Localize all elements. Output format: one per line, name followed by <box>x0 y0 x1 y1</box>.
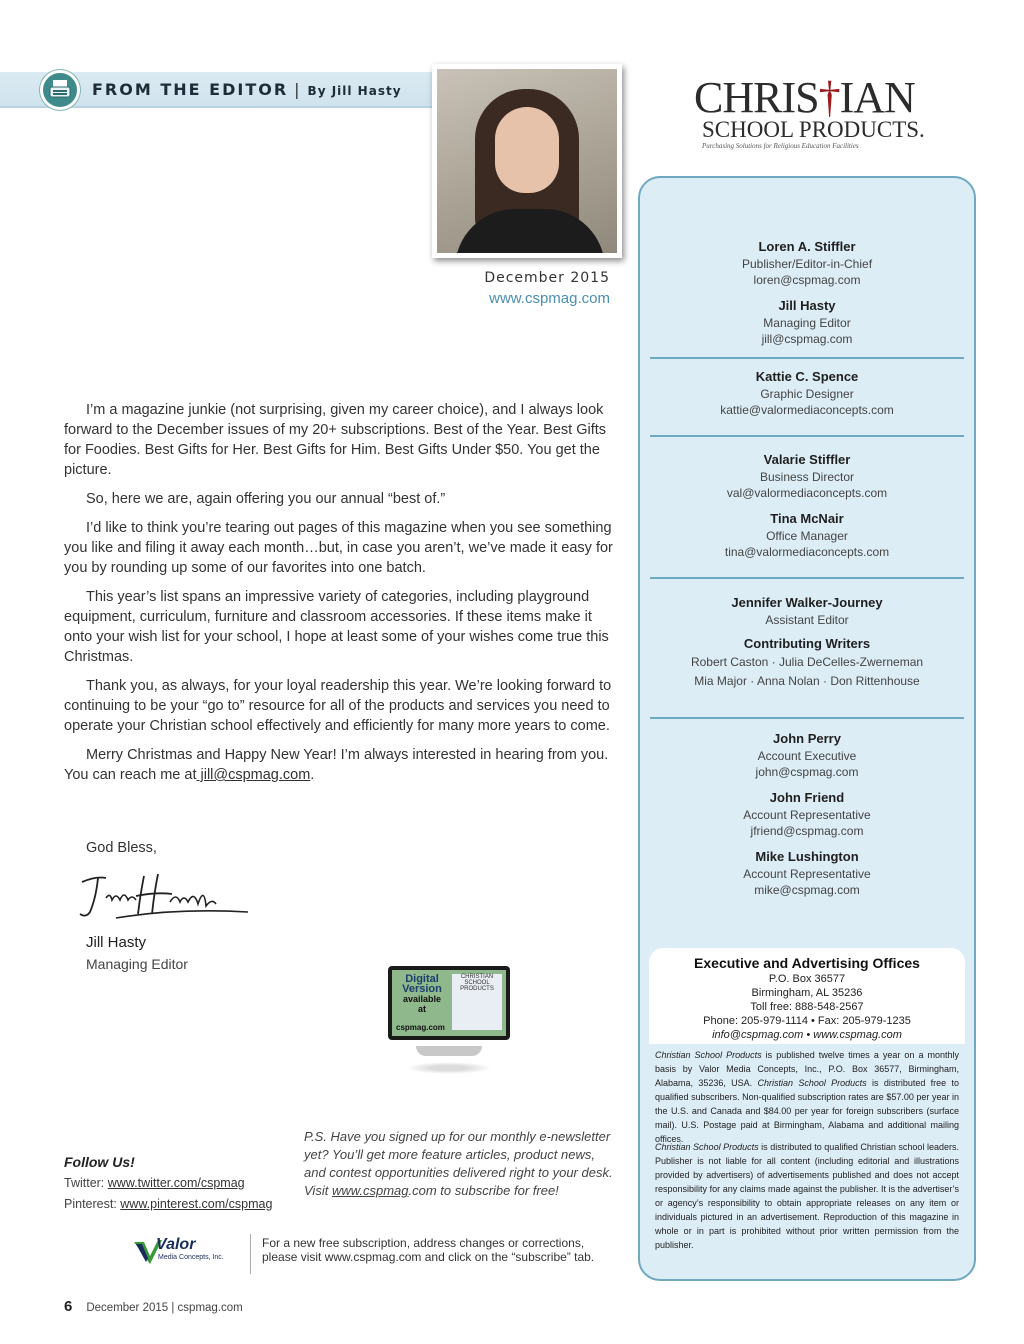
staff-entry: Loren A. Stiffler Publisher/Editor-in-Chief loren@cspmag.com <box>741 239 873 287</box>
divider <box>650 357 964 359</box>
magazine-cover: CHRISTIAN SCHOOL PRODUCTS <box>452 974 502 1030</box>
twitter-link[interactable]: www.twitter.com/cspmag <box>107 1176 245 1190</box>
staff-entry: John Friend Account Representative jfriend@cspmag.com <box>743 790 871 838</box>
page-number: 6 <box>64 1298 73 1315</box>
signer-title: Managing Editor <box>86 956 188 972</box>
typewriter-icon <box>40 70 80 110</box>
twitter-line: Twitter: www.twitter.com/cspmag <box>64 1176 245 1190</box>
staff-entry: Jill Hasty Managing Editor jill@cspmag.com <box>761 298 853 346</box>
page-footer: 6 December 2015 | cspmag.com <box>64 1298 243 1315</box>
newsletter-link[interactable]: www.cspmag <box>331 1183 409 1198</box>
section-title: FROM THE EDITOR | By Jill Hasty <box>92 80 402 99</box>
staff-entry: John Perry Account Executive john@cspmag.com <box>755 731 859 779</box>
valor-logo: Valor Media Concepts, Inc. <box>134 1236 246 1268</box>
editor-photo <box>432 64 622 258</box>
closing: God Bless, <box>86 840 157 856</box>
pinterest-line: Pinterest: www.pinterest.com/cspmag <box>64 1197 273 1211</box>
letter-paragraph: I’m a magazine junkie (not surprising, given my career choice), and I always look forward to the December issues of my 20+ subscriptions. Best of the Year. Best Gifts for Foodies. Best Gifts for Her. Best Gifts for Him. Best Gifts Under $50. You get the picture. <box>64 402 607 478</box>
letter-paragraph: This year’s list spans an impressive variety of categories, including playground equipment, curriculum, furniture and classroom accessories. If these items make it onto your wish list for your school, I hope at least some of your wishes come true this Christmas. <box>64 589 609 665</box>
staff-entry: Kattie C. Spence Graphic Designer kattie@valormediaconcepts.com <box>720 369 894 417</box>
letter-paragraph: I’d like to think you’re tearing out pages of this magazine when you see something you like and filing it away each month…but, in case you aren’t, we’ve made it easy for you by rounding up some of our favorites into one batch. <box>64 520 613 576</box>
staff-entry: Mike Lushington Account Representative mike@cspmag.com <box>743 849 871 897</box>
signature <box>76 868 256 933</box>
editor-letter <box>64 400 624 794</box>
ps-note: P.S. Have you signed up for our monthly e-newsletter yet? You’ll get more feature articles, product news, and contest opportunities delivered right to your desk. Visit www.cspmag.com to subscribe for free! <box>304 1129 613 1198</box>
byline: By Jill Hasty <box>307 84 402 98</box>
staff-entry: Tina McNair Office Manager tina@valormediaconcepts.com <box>724 511 890 559</box>
legal-paragraph: Christian School Products is published twelve times a year on a monthly basis by Valor Media Concepts, Inc., P.O. Box 36577, Birmingham, Alabama, 35236, USA. Christian School Products is distributed free to qualified subscribers. Non-qualified subscription rates are $57.00 per year in the U.S. and Canada and $84.00 per year for foreign subscribers (surface mail). U.S. Postage paid at Birmingham, Alabama and additional mailing offices. <box>655 1050 959 1144</box>
letter-paragraph: So, here we are, again offering you our annual “best of.” <box>86 491 446 507</box>
issue-url[interactable]: www.cspmag.com <box>489 290 610 307</box>
offices-block: Executive and Advertising Offices P.O. Box 36577 Birmingham, AL 35236 Toll free: 888-548-2567 Phone: 205-979-1114 • Fax: 205-979-1235 info@cspmag.com • www.cspmag.com <box>649 948 965 1044</box>
divider <box>650 435 964 437</box>
digital-version-monitor[interactable]: Digital Version available at cspmag.com CHRISTIAN SCHOOL PRODUCTS <box>388 966 510 1078</box>
letter-paragraph: Merry Christmas and Happy New Year! I’m always interested in hearing from you. You can reach me at jill@cspmag.com. <box>64 747 609 783</box>
legal-paragraph: Christian School Products is distributed to qualified Christian school leaders. Publisher is not liable for all content (including editorial and illustrations provided by advertisers) of advertisements published and does not accept responsibility for any claims made against the publisher. It is the advertiser’s or agency’s responsibility to obtain appropriate releases on any item or individuals pictured in an advertisement. Reproduction of this magazine in whole or in part is prohibited without prior written permission from the publisher. <box>655 1142 959 1250</box>
divider <box>250 1234 251 1274</box>
follow-heading: Follow Us! <box>64 1154 135 1170</box>
divider <box>650 717 964 719</box>
letter-paragraph: Thank you, as always, for your loyal readership this year. We’re looking forward to continuing to be your “go to” resource for all of the products and services you need to operate your Christian school effectively and efficiently for many more years to come. <box>64 678 612 734</box>
signer-name: Jill Hasty <box>86 934 147 951</box>
magazine-logo: CHRIS†IAN SCHOOL PRODUCTS. Purchasing Solutions for Religious Education Facilities <box>694 73 925 150</box>
editor-email-link[interactable]: jill@cspmag.com <box>196 767 311 783</box>
pinterest-link[interactable]: www.pinterest.com/cspmag <box>120 1197 273 1211</box>
staff-entry: Valarie Stiffler Business Director val@valormediaconcepts.com <box>726 452 888 500</box>
staff-entry: Jennifer Walker-Journey Assistant Editor <box>731 595 883 627</box>
subscribe-note: For a new free subscription, address changes or corrections, please visit www.cspmag.com and click on the “subscribe” tab. <box>262 1236 595 1264</box>
divider <box>650 577 964 579</box>
issue-date: December 2015 <box>484 270 610 286</box>
contributing-writers: Contributing Writers Robert Caston · Julia DeCelles-Zwerneman Mia Major · Anna Nolan · Don Rittenhouse <box>690 636 924 688</box>
